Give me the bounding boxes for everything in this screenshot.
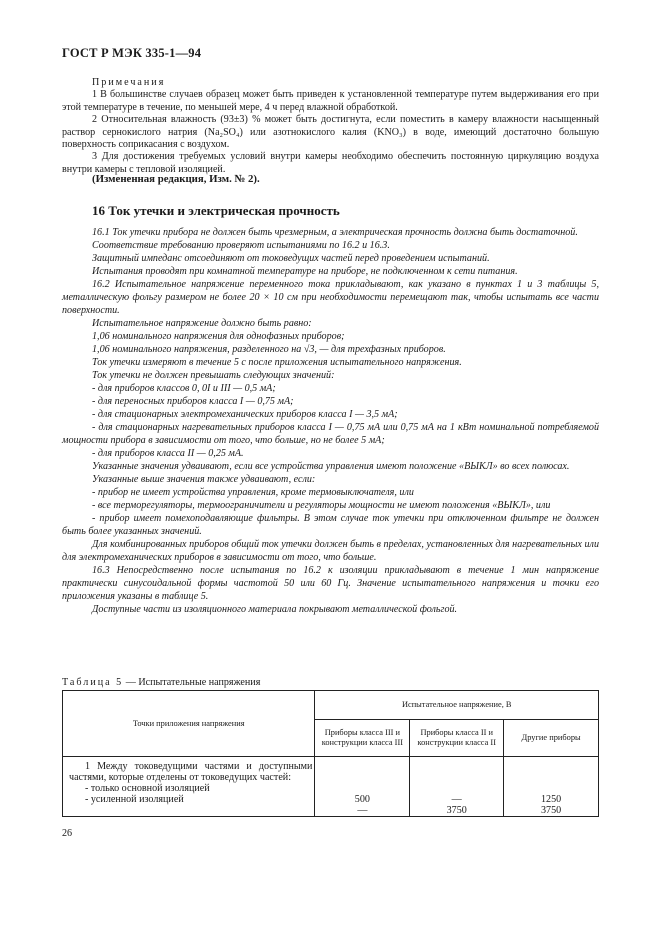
list-item: - прибор не имеет устройства управления, кроме термовыключателя, или: [92, 487, 414, 498]
list-item: - прибор имеет помехоподавляющие фильтры. В этом случае ток утечки при отключенном фильтре не должен быть более указанных значений.: [62, 513, 599, 537]
paragraph: 16.2 Испытательное напряжение переменного тока прикладывают, как указано в пунктах 1 и 3 таблицы 5, металлическую фольгу размером не более 20 × 10 см при необходимости перемещают так, чтобы испытать все части поверхности.: [62, 279, 599, 316]
value-other-reinforced: 3750: [540, 805, 562, 816]
header-class2: Приборы класса II и конструкции класса II: [410, 720, 504, 757]
table-caption: [62, 677, 260, 688]
section-heading: 16 Ток утечки и электрическая прочность: [92, 203, 340, 218]
voltage-table: [62, 690, 599, 817]
paragraph: Для комбинированных приборов общий ток утечки должен быть в пределах, установленных для нагревательных или для электромеханических приборов в зависимости от того, что больше.: [62, 539, 599, 563]
section-body: [62, 226, 599, 616]
paragraph: Указанные выше значения также удваивают, если:: [92, 474, 316, 485]
note-item: 1 В большинстве случаев образец может быть приведен к установленной температуре путем выдерживания его при этой температуре в течение, по меньшей мере, 4 ч перед влажной обработкой.: [62, 89, 599, 113]
table-caption-text: — Испытательные напряжения: [123, 677, 261, 688]
paragraph: 1,06 номинального напряжения, разделенного на √3, — для трехфазных приборов.: [92, 344, 446, 355]
amendment-note: (Измененная редакция, Изм. № 2).: [92, 173, 260, 185]
table-row: [63, 757, 599, 817]
note-item: 3 Для достижения требуемых условий внутри камеры необходимо обеспечить постоянную циркуляцию воздуха внутри камеры с тепловой изоляцией.: [62, 151, 599, 175]
notes-title: Примечания: [92, 77, 166, 88]
value-class3-basic: 500: [354, 794, 370, 805]
note-item: 2 Относительная влажность (93±3) % может быть достигнута, если поместить в камеру влажности насыщенный раствор сернокислого натрия (Na₂SO₄) или азотнокислого калия (KNO₃) в воде, имеющий достаточно большую поверхность соприкасания с воздухом.: [62, 114, 599, 151]
paragraph: Испытательное напряжение должно быть равно:: [92, 318, 312, 329]
row-class2-cell: [410, 757, 504, 817]
header-points: Точки приложения напряжения: [63, 691, 315, 757]
header-voltage: Испытательное напряжение, В: [315, 691, 599, 720]
header-other: Другие приборы: [504, 720, 599, 757]
row-sub-basic: - только основной изоляцией: [85, 783, 210, 794]
paragraph: 1,06 номинального напряжения для однофазных приборов;: [92, 331, 345, 342]
value-class2-reinforced: 3750: [446, 805, 467, 816]
notes-block: [62, 77, 599, 176]
list-item: - все терморегуляторы, термоограничители и регуляторы мощности не имеют положения «ВЫКЛ», или: [92, 500, 551, 511]
paragraph: Соответствие требованию проверяют испытаниями по 16.2 и 16.3.: [92, 240, 390, 251]
page-number: 26: [62, 828, 73, 839]
paragraph: Ток утечки измеряют в течение 5 с после приложения испытательного напряжения.: [92, 357, 462, 368]
row-other-cell: [504, 757, 599, 817]
paragraph: Испытания проводят при комнатной температуре на приборе, не подключенном к сети питания.: [92, 266, 518, 277]
paragraph: Указанные значения удваивают, если все устройства управления имеют положение «ВЫКЛ» во всех полюсах.: [92, 461, 570, 472]
row-description: 1 Между токоведущими частями и доступными частями, которые отделены от токоведущих частей:: [69, 761, 313, 783]
list-item: - для стационарных нагревательных приборов класса I — 0,75 мА или 0,75 мА на 1 кВт номинальной потребляемой мощности прибора в зависимости от того, что больше, но не более 5 мА;: [62, 422, 599, 446]
row-sub-reinforced: - усиленной изоляцией: [85, 794, 184, 805]
value-other-basic: 1250: [540, 794, 562, 805]
header-class3: Приборы класса III и конструкции класса III: [315, 720, 410, 757]
row-points-cell: [63, 757, 315, 817]
paragraph: 16.1 Ток утечки прибора не должен быть чрезмерным, а электрическая прочность должна быть достаточной.: [92, 227, 578, 238]
list-item: - для стационарных электромеханических приборов класса I — 3,5 мА;: [92, 409, 398, 420]
paragraph: Ток утечки не должен превышать следующих значений:: [92, 370, 335, 381]
paragraph: Защитный импеданс отсоединяют от токоведущих частей перед проведением испытаний.: [92, 253, 490, 264]
document-header: ГОСТ Р МЭК 335-1—94: [62, 46, 202, 60]
list-item: - для переносных приборов класса I — 0,75 мА;: [92, 396, 294, 407]
table-caption-label: Таблица 5: [62, 677, 124, 688]
row-class3-cell: [315, 757, 410, 817]
value-class2-basic: —: [451, 794, 462, 805]
list-item: - для приборов классов 0, 0I и III — 0,5 мА;: [92, 383, 276, 394]
paragraph: 16.3 Непосредственно после испытания по 16.2 к изоляции прикладывают в течение 1 мин напряжение практически синусоидальной формы частотой 50 или 60 Гц. Значение испытательного напряжения и точки его приложения указаны в таблице 5.: [62, 565, 599, 602]
list-item: - для приборов класса II — 0,25 мА.: [92, 448, 244, 459]
paragraph: Доступные части из изоляционного материала покрывают металлической фольгой.: [92, 604, 458, 615]
value-class3-reinforced: —: [357, 805, 368, 816]
